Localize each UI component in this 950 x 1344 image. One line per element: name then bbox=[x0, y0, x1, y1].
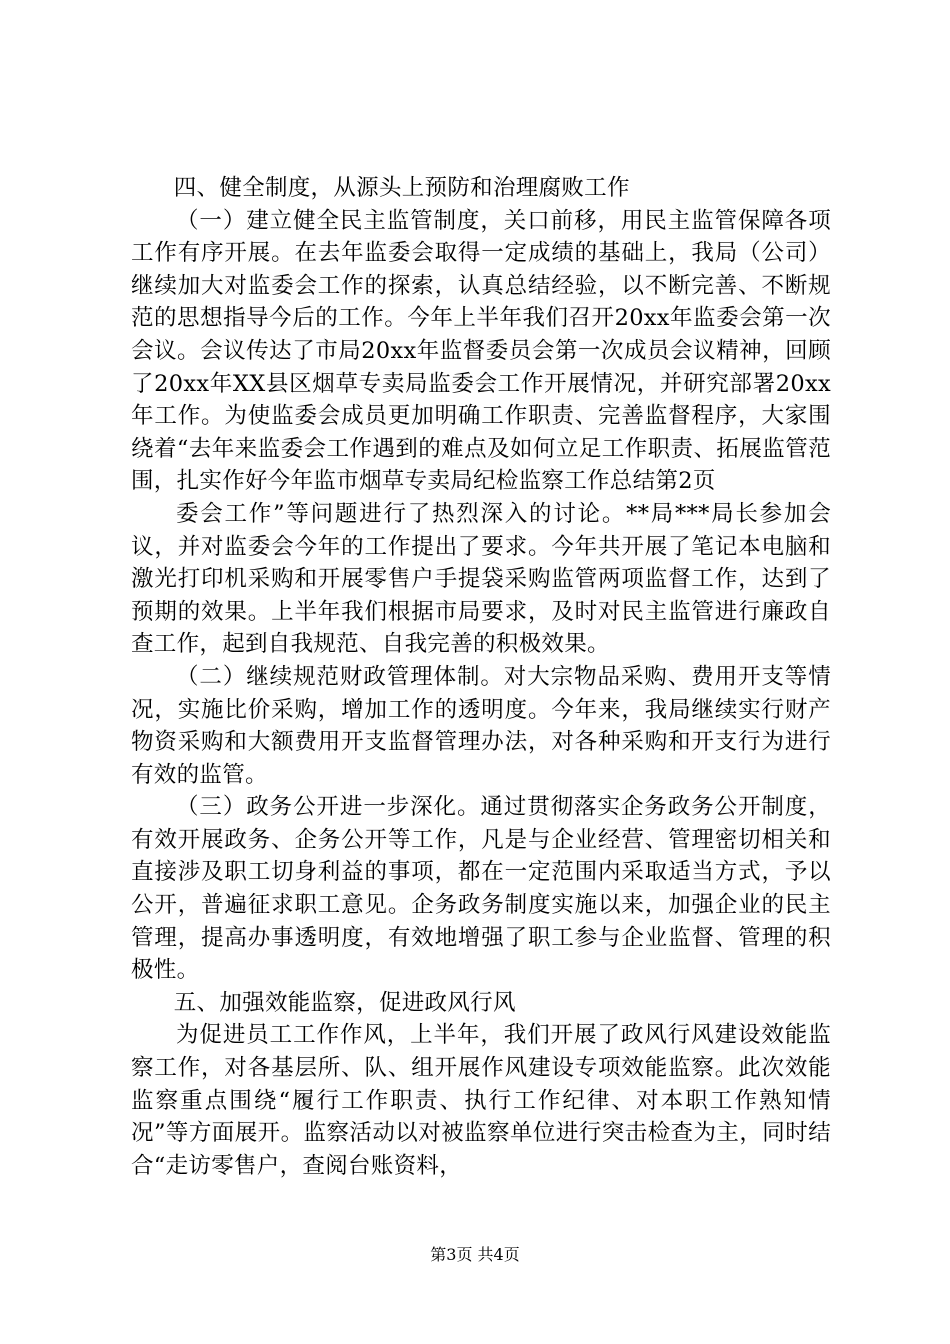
paragraph-democratic-supervision: （一）建立健全民主监管制度，关口前移，用民主监管保障各项工作有序开展。在去年监委会取得一定成绩的基础上，我局（公司）继续加大对监委会工作的探索，认真总结经验，以不断完善、不断规范的思想指导今后的工作。今年上半年我们召开20xx年监委会第一次会议。会议传达了市局20xx年监督委员会第一次成员会议精神，回顾了20xx年XX县区烟草专卖局监委会工作开展情况，并研究部署20xx年工作。为使监委会成员更加明确工作职责、完善监督程序，大家围绕着“去年来监委会工作遇到的难点及如何立足工作职责、拓展监管范围，扎实作好今年监市烟草专卖局纪检监察工作总结第2页 bbox=[131, 207, 831, 495]
paragraph-financial-management: （二）继续规范财政管理体制。对大宗物品采购、费用开支等情况，实施比价采购，增加工作的透明度。今年来，我局继续实行财产物资采购和大额费用开支监督管理办法，对各种采购和开支行为进行有效的监管。 bbox=[131, 663, 831, 788]
section-heading-5: 五、加强效能监察，促进政风行风 bbox=[173, 989, 516, 1016]
document-body bbox=[131, 172, 831, 1182]
paragraph-affairs-disclosure: （三）政务公开进一步深化。通过贯彻落实企务政务公开制度，有效开展政务、企务公开等工作，凡是与企业经营、管理密切相关和直接涉及职工切身利益的事项，都在一定范围内采取适当方式，予以公开，普遍征求职工意见。企务政务制度实施以来，加强企业的民主管理，提高办事透明度，有效地增强了职工参与企业监督、管理的积极性。 bbox=[131, 794, 831, 984]
paragraph-efficiency-supervision: 为促进员工工作作风，上半年，我们开展了政风行风建设效能监察工作，对各基层所、队、组开展作风建设专项效能监察。此次效能监察重点围绕“履行工作职责、执行工作纪律、对本职工作熟知情况”等方面展开。监察活动以对被监察单位进行突击检查为主，同时结合“走访零售户，查阅台账资料， bbox=[131, 1022, 831, 1179]
paragraph-committee-discussion: 委会工作”等问题进行了热烈深入的讨论。**局***局长参加会议，并对监委会今年的工作提出了要求。今年共开展了笔记本电脑和激光打印机采购和开展零售户手提袋采购监管两项监督工作，达到了预期的效果。上半年我们根据市局要求，及时对民主监管进行廉政自查工作，起到自我规范、自我完善的积极效果。 bbox=[131, 500, 831, 658]
page-footer: 第3页 共4页 bbox=[430, 1245, 520, 1264]
section-heading-4: 四、健全制度，从源头上预防和治理腐败工作 bbox=[173, 175, 630, 201]
